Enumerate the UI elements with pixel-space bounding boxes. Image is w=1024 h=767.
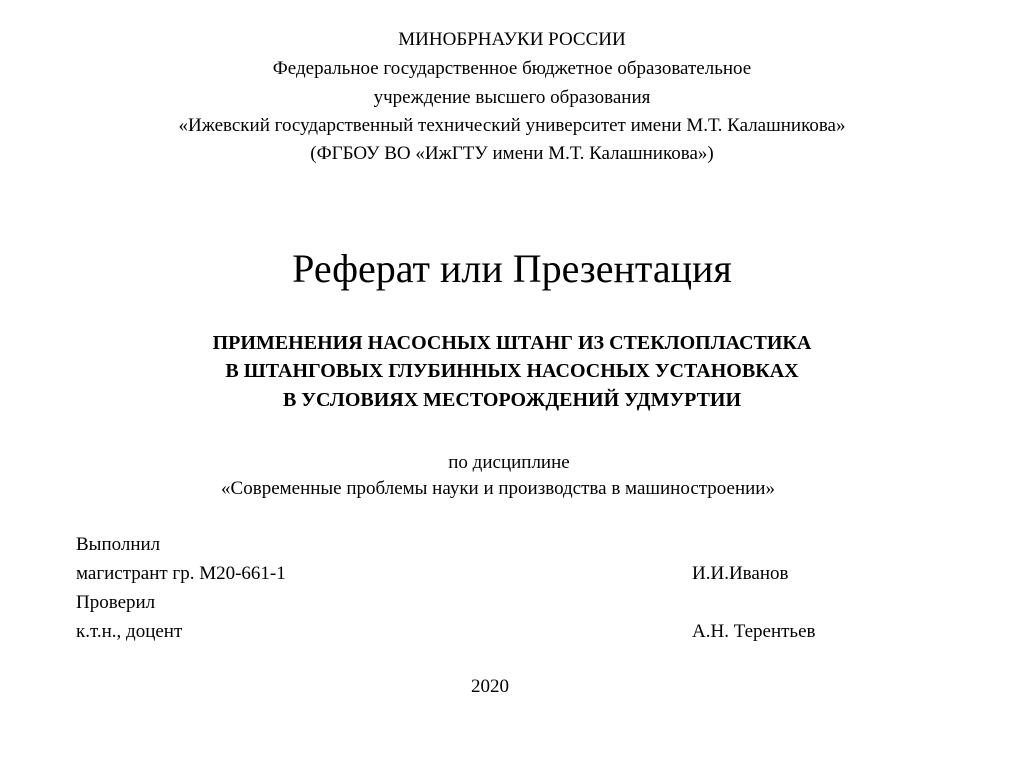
institution-type-line: Федеральное государственное бюджетное образовательное [272, 58, 752, 79]
institution-level-line: учреждение высшего образования [373, 87, 651, 108]
performed-label: Выполнил [76, 534, 161, 555]
year: 2020 [471, 676, 509, 697]
performer-role: магистрант гр. М20-661-1 [76, 563, 286, 584]
topic-line-2: В ШТАНГОВЫХ ГЛУБИННЫХ НАСОСНЫХ УСТАНОВКАХ [225, 360, 799, 382]
document-title: Реферат или Презентация [292, 246, 732, 291]
topic-line-3: В УСЛОВИЯХ МЕСТОРОЖДЕНИЙ УДМУРТИИ [282, 389, 742, 411]
university-name-line: «Ижевский государственный технический университет имени М.Т. Калашникова» [178, 115, 846, 136]
discipline-name: «Современные проблемы науки и производства в машиностроении» [221, 478, 775, 499]
topic-line-1: ПРИМЕНЕНИЯ НАСОСНЫХ ШТАНГ ИЗ СТЕКЛОПЛАСТИКА [212, 332, 812, 354]
checked-label: Проверил [76, 592, 156, 613]
university-abbrev-line: (ФГБОУ ВО «ИжГТУ имени М.Т. Калашникова») [310, 143, 714, 164]
ministry-line: МИНОБРНАУКИ РОССИИ [398, 29, 626, 50]
checker-role: к.т.н., доцент [76, 621, 183, 642]
discipline-label: по дисциплине [448, 452, 570, 473]
checker-name: А.Н. Терентьев [692, 621, 816, 642]
performer-name: И.И.Иванов [692, 563, 789, 584]
